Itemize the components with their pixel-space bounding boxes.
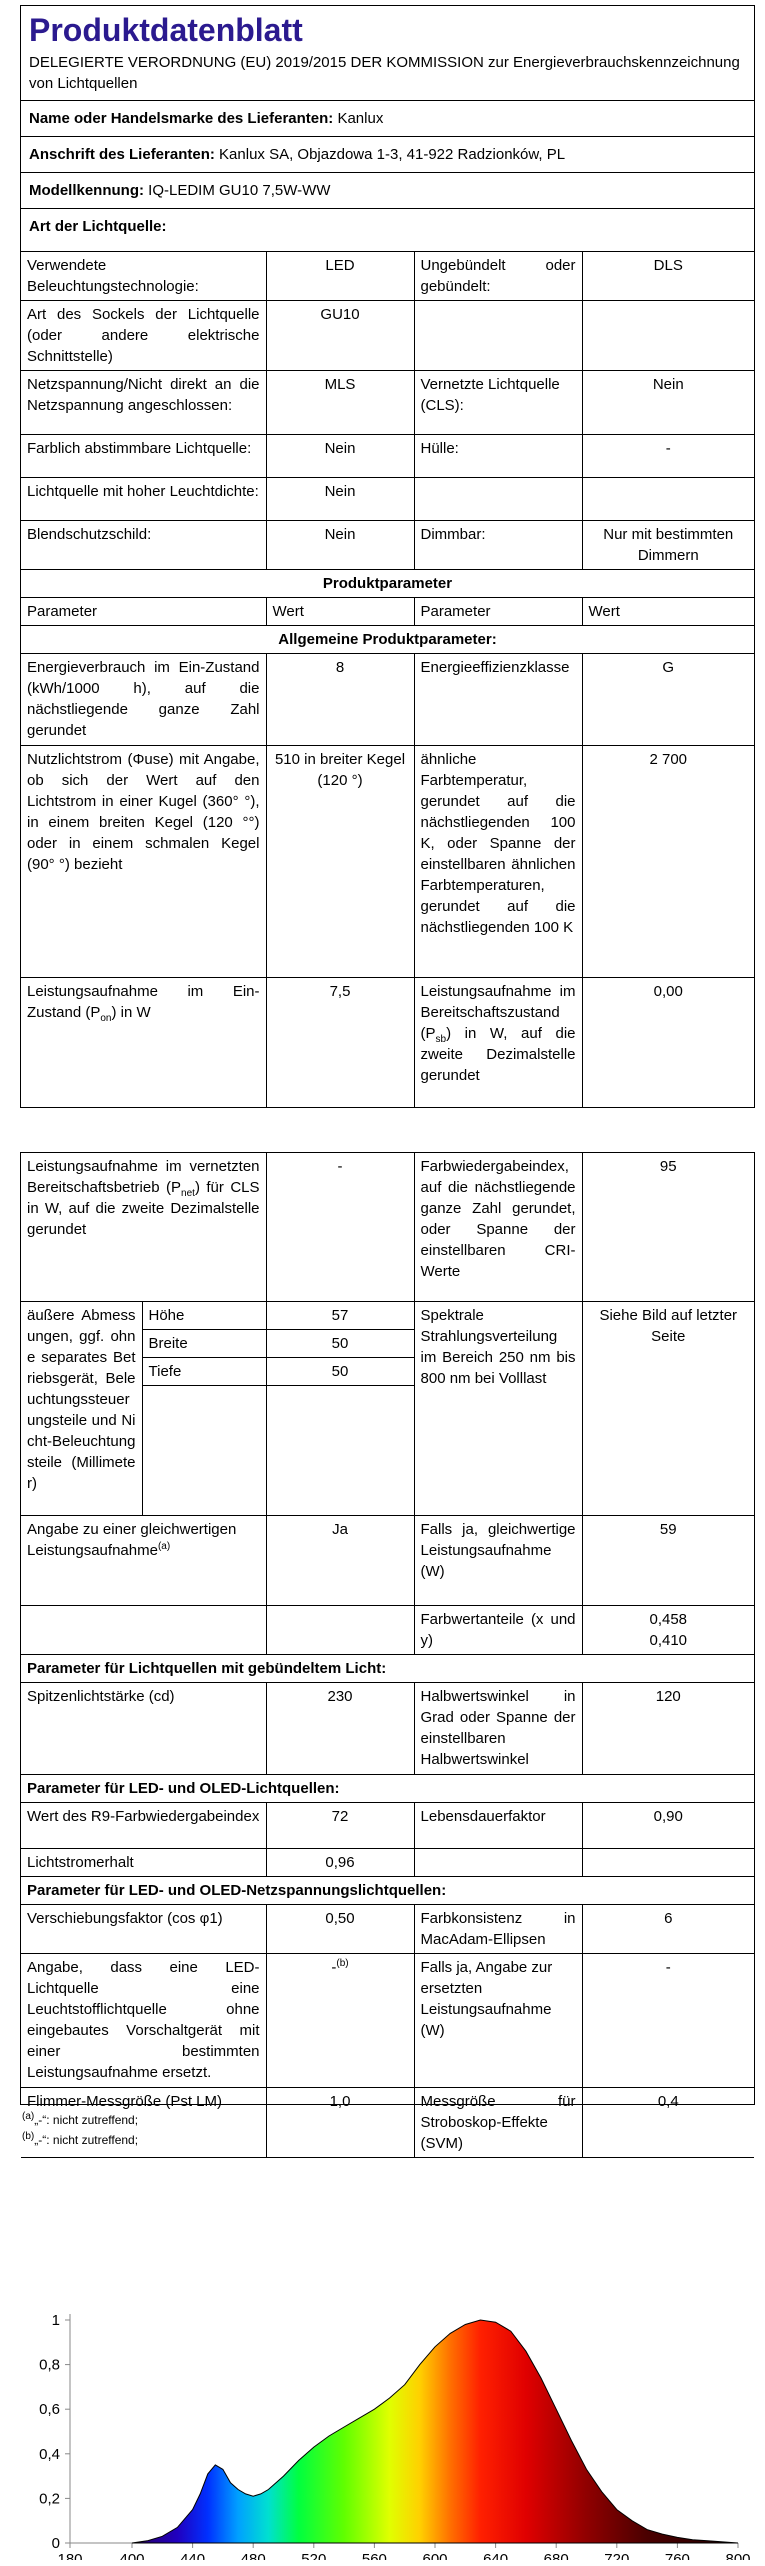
supplier-address-label: Anschrift des Lieferanten: bbox=[29, 146, 215, 163]
param-label: Lichtquelle mit hoher Leuchtdichte: bbox=[21, 478, 266, 521]
param-label: Netzspannung/Nicht direkt an die Netzspannung angeschlossen: bbox=[21, 371, 266, 435]
section-row bbox=[21, 1654, 754, 1682]
table-row bbox=[21, 301, 754, 371]
param-value: 2 700 bbox=[582, 746, 754, 978]
param-value: 120 bbox=[582, 1682, 754, 1774]
table-row bbox=[21, 746, 754, 978]
dimension-value: 50 bbox=[266, 1329, 414, 1357]
label-subscript: sb bbox=[435, 1034, 447, 1045]
label-text: Leistungsaufnahme im Bereitschaftszustand (P bbox=[420, 983, 576, 1042]
param-value: 0,00 bbox=[582, 978, 754, 1108]
y-tick-label: 0,6 bbox=[39, 2401, 60, 2419]
x-tick-label: 640 bbox=[483, 2551, 509, 2560]
light-source-type-table bbox=[21, 251, 754, 1108]
footnote-mark: (a) bbox=[157, 1540, 171, 1552]
product-params-heading: Produktparameter bbox=[21, 570, 754, 598]
column-header-row bbox=[21, 598, 754, 626]
param-label: Flimmer-Messgröße (Pst LM) bbox=[21, 2087, 266, 2157]
footnote-mark: (a) bbox=[22, 2111, 35, 2122]
param-value: Nur mit bestimmten Dimmern bbox=[582, 521, 754, 570]
param-label: Verschiebungsfaktor (cos φ1) bbox=[21, 1904, 266, 1953]
table-row bbox=[21, 478, 754, 521]
model-value: IQ-LEDIM GU10 7,5W-WW bbox=[148, 182, 331, 199]
label-text: ) in W, auf die zweite Dezimalstelle gerundet bbox=[420, 1025, 576, 1084]
empty-cell bbox=[142, 1385, 266, 1515]
param-value: 1,0 bbox=[266, 2087, 414, 2157]
footnote bbox=[22, 2110, 138, 2130]
param-value: Nein bbox=[582, 371, 754, 435]
supplier-name-value: Kanlux bbox=[337, 110, 384, 127]
datasheet-page-1 bbox=[20, 5, 755, 1108]
column-header-param: Parameter bbox=[414, 598, 582, 626]
power-standby-label bbox=[414, 978, 582, 1108]
param-value: 8 bbox=[266, 654, 414, 746]
param-value: 0,90 bbox=[582, 1802, 754, 1848]
column-header-value: Wert bbox=[266, 598, 414, 626]
supplier-name-row bbox=[21, 100, 754, 136]
param-value: Nein bbox=[266, 521, 414, 570]
table-row bbox=[21, 252, 754, 301]
param-value: Nein bbox=[266, 478, 414, 521]
table-row bbox=[21, 1953, 754, 2087]
model-label: Modellkennung: bbox=[29, 182, 144, 199]
param-value: - bbox=[582, 435, 754, 478]
x-tick-label: 480 bbox=[240, 2551, 266, 2560]
dimension-value: 57 bbox=[266, 1301, 414, 1329]
x-tick-label: 520 bbox=[301, 2551, 327, 2560]
chroma-x: 0,458 bbox=[649, 1610, 688, 1628]
regulation-text: DELEGIERTE VERORDNUNG (EU) 2019/2015 DER KOMMISSION zur Energieverbrauchskennzeichnung von Lichtquellen bbox=[29, 54, 740, 92]
section-row bbox=[21, 1774, 754, 1802]
param-label: Farbwiedergabeindex, auf die nächstliegende ganze Zahl gerundet, oder Spanne der einstellbaren CRI-Werte bbox=[414, 1153, 582, 1301]
y-tick-label: 1 bbox=[51, 2312, 60, 2329]
param-label: Nutzlichtstrom (Φuse) mit Angabe, ob sich der Wert auf den Lichtstrom in einer Kugel (360° °), in einem breiten Kegel (120 °°) oder in einem schmalen Kegel (90° °) bezieht bbox=[21, 746, 266, 978]
footnote bbox=[22, 2130, 138, 2150]
label-text: ) für CLS in W, auf die zweite Dezimalstelle gerundet bbox=[27, 1179, 260, 1238]
param-value: 230 bbox=[266, 1682, 414, 1774]
dimension-name: Breite bbox=[142, 1329, 266, 1357]
param-value: 95 bbox=[582, 1153, 754, 1301]
empty-cell bbox=[21, 1605, 266, 1654]
directional-heading: Parameter für Lichtquellen mit gebündeltem Licht: bbox=[21, 1654, 754, 1682]
param-value: Ja bbox=[266, 1515, 414, 1605]
param-value: G bbox=[582, 654, 754, 746]
param-label: Lebensdauerfaktor bbox=[414, 1802, 582, 1848]
x-tick-label: 760 bbox=[664, 2551, 690, 2560]
param-value: Siehe Bild auf letzter Seite bbox=[582, 1301, 754, 1515]
label-subscript: on bbox=[100, 1013, 112, 1024]
footnotes bbox=[22, 2110, 138, 2150]
table-row bbox=[21, 1802, 754, 1848]
param-label: ähnliche Farbtemperatur, gerundet auf die nächstliegenden 100 K, oder Spanne der einstellbaren ähnlichen Farbtemperaturen, gerundet auf die nächstliegenden 100 K bbox=[414, 746, 582, 978]
x-tick-label: 560 bbox=[361, 2551, 387, 2560]
param-label: Angabe, dass eine LED-Lichtquelle eine Leuchtstofflichtquelle ohne eingebautes Vorschaltgerät mit einer bestimmten Leistungsaufnahme ersetzt. bbox=[21, 1953, 266, 2087]
chroma-values bbox=[582, 1605, 754, 1654]
param-label: Spitzenlichtstärke (cd) bbox=[21, 1682, 266, 1774]
model-row bbox=[21, 172, 754, 208]
label-text: Angabe zu einer gleichwertigen Leistungsaufnahme bbox=[27, 1520, 237, 1559]
footnote-text: „-“: nicht zutreffend; bbox=[34, 2113, 139, 2127]
param-label: Blendschutzschild: bbox=[21, 521, 266, 570]
section-row bbox=[21, 1876, 754, 1904]
param-label: Farblich abstimmbare Lichtquelle: bbox=[21, 435, 266, 478]
section-row bbox=[21, 570, 754, 598]
param-value bbox=[582, 301, 754, 371]
param-value-cell bbox=[266, 1953, 414, 2087]
dimensions-label: äußere Abmessungen, ggf. ohne separates Betriebsgerät, Beleuchtungssteuerungsteile und Nicht-Beleuchtungsteile (Millimeter) bbox=[21, 1301, 142, 1515]
param-value: 0,4 bbox=[582, 2087, 754, 2157]
column-header-value: Wert bbox=[582, 598, 754, 626]
label-text: Leistungsaufnahme im vernetzten Bereitschaftsbetrieb (P bbox=[27, 1158, 260, 1196]
param-label: Spektrale Strahlungsverteilung im Bereich 250 nm bis 800 nm bei Volllast bbox=[414, 1301, 582, 1515]
param-value: LED bbox=[266, 252, 414, 301]
param-value bbox=[582, 478, 754, 521]
y-tick-label: 0,4 bbox=[39, 2445, 60, 2463]
chroma-y: 0,410 bbox=[649, 1631, 688, 1649]
param-label: Farbwertanteile (x und y) bbox=[414, 1605, 582, 1654]
param-value: DLS bbox=[582, 252, 754, 301]
param-label bbox=[414, 478, 582, 521]
param-value: 510 in breiter Kegel (120 °) bbox=[266, 746, 414, 978]
param-value: 0,96 bbox=[266, 1848, 414, 1876]
table-row bbox=[21, 1605, 754, 1654]
param-label: Vernetzte Lichtquelle (CLS): bbox=[414, 371, 582, 435]
label-subscript: net bbox=[181, 1188, 195, 1199]
x-tick-label: 400 bbox=[119, 2551, 145, 2560]
y-tick-label: 0 bbox=[51, 2535, 60, 2552]
param-value: MLS bbox=[266, 371, 414, 435]
table-row bbox=[21, 435, 754, 478]
general-params-heading: Allgemeine Produktparameter: bbox=[21, 626, 754, 654]
table-row bbox=[21, 1682, 754, 1774]
footnote-mark: (b) bbox=[336, 1957, 349, 1969]
param-label: Falls ja, gleichwertige Leistungsaufnahme (W) bbox=[414, 1515, 582, 1605]
spectrum-chart-svg bbox=[0, 2290, 765, 2560]
param-label: Ungebündelt oder gebündelt: bbox=[414, 252, 582, 301]
param-label: Halbwertswinkel in Grad oder Spanne der einstellbaren Halbwertswinkel bbox=[414, 1682, 582, 1774]
empty-cell bbox=[266, 1605, 414, 1654]
supplier-address-value: Kanlux SA, Objazdowa 1-3, 41-922 Radzionków, PL bbox=[219, 146, 566, 163]
param-label: Lichtstromerhalt bbox=[21, 1848, 266, 1876]
power-net-label bbox=[21, 1153, 266, 1301]
label-text: Leistungsaufnahme im Ein-Zustand (P bbox=[27, 983, 260, 1021]
param-label bbox=[414, 301, 582, 371]
x-tick-label: 440 bbox=[180, 2551, 206, 2560]
spectrum-area bbox=[132, 2320, 738, 2543]
param-label: Energieeffizienzklasse bbox=[414, 654, 582, 746]
param-label: Farbkonsistenz in MacAdam-Ellipsen bbox=[414, 1904, 582, 1953]
param-label: Energieverbrauch im Ein-Zustand (kWh/1000 h), auf die nächstliegende ganze Zahl gerundet bbox=[21, 654, 266, 746]
page-title: Produktdatenblatt bbox=[29, 12, 303, 48]
table-row bbox=[21, 1515, 754, 1605]
param-value: GU10 bbox=[266, 301, 414, 371]
power-on-label bbox=[21, 978, 266, 1108]
y-tick-label: 0,2 bbox=[39, 2490, 60, 2508]
table-row bbox=[21, 978, 754, 1108]
empty-cell bbox=[266, 1385, 414, 1515]
led-heading: Parameter für LED- und OLED-Lichtquellen: bbox=[21, 1774, 754, 1802]
column-header-param: Parameter bbox=[21, 598, 266, 626]
table-row bbox=[21, 371, 754, 435]
param-value: 0,50 bbox=[266, 1904, 414, 1953]
supplier-address-row bbox=[21, 136, 754, 172]
x-tick-label: 800 bbox=[725, 2551, 751, 2560]
section-row bbox=[21, 626, 754, 654]
mains-heading: Parameter für LED- und OLED-Netzspannungslichtquellen: bbox=[21, 1876, 754, 1904]
spectrum-chart bbox=[0, 2290, 765, 2560]
param-label: Hülle: bbox=[414, 435, 582, 478]
table-row bbox=[21, 1301, 754, 1329]
empty-cell bbox=[414, 1848, 582, 1876]
param-label: Falls ja, Angabe zur ersetzten Leistungsaufnahme (W) bbox=[414, 1953, 582, 2087]
empty-cell bbox=[582, 1848, 754, 1876]
table-row bbox=[21, 654, 754, 746]
param-label: Art des Sockels der Lichtquelle (oder andere elektrische Schnittstelle) bbox=[21, 301, 266, 371]
param-label: Verwendete Beleuchtungstechnologie: bbox=[21, 252, 266, 301]
param-value: - bbox=[331, 1958, 337, 1976]
footnote-text: „-“: nicht zutreffend; bbox=[34, 2133, 139, 2147]
param-label: Messgröße für Stroboskop-Effekte (SVM) bbox=[414, 2087, 582, 2157]
x-tick-label: 720 bbox=[604, 2551, 630, 2560]
param-label: Wert des R9-Farbwiedergabeindex bbox=[21, 1802, 266, 1848]
table-row bbox=[21, 1153, 754, 1301]
param-value: 7,5 bbox=[266, 978, 414, 1108]
x-tick-label: 600 bbox=[422, 2551, 448, 2560]
x-tick-label: 180 bbox=[57, 2551, 83, 2560]
dimension-value: 50 bbox=[266, 1357, 414, 1385]
dimension-name: Höhe bbox=[142, 1301, 266, 1329]
param-value: - bbox=[582, 1953, 754, 2087]
equiv-label bbox=[21, 1515, 266, 1605]
y-tick-label: 0,8 bbox=[39, 2356, 60, 2374]
light-source-type-heading: Art der Lichtquelle: bbox=[21, 208, 754, 251]
param-label: Dimmbar: bbox=[414, 521, 582, 570]
x-tick-label: 680 bbox=[543, 2551, 569, 2560]
param-value: 6 bbox=[582, 1904, 754, 1953]
table-row bbox=[21, 1848, 754, 1876]
product-params-table bbox=[21, 1153, 754, 2158]
table-row bbox=[21, 521, 754, 570]
table-row bbox=[21, 1904, 754, 1953]
param-value: - bbox=[266, 1153, 414, 1301]
dimension-name: Tiefe bbox=[142, 1357, 266, 1385]
supplier-name-label: Name oder Handelsmarke des Lieferanten: bbox=[29, 110, 334, 127]
param-value: 72 bbox=[266, 1802, 414, 1848]
param-value: 59 bbox=[582, 1515, 754, 1605]
footnote-mark: (b) bbox=[22, 2131, 35, 2142]
param-value: Nein bbox=[266, 435, 414, 478]
label-text: ) in W bbox=[111, 1004, 151, 1021]
